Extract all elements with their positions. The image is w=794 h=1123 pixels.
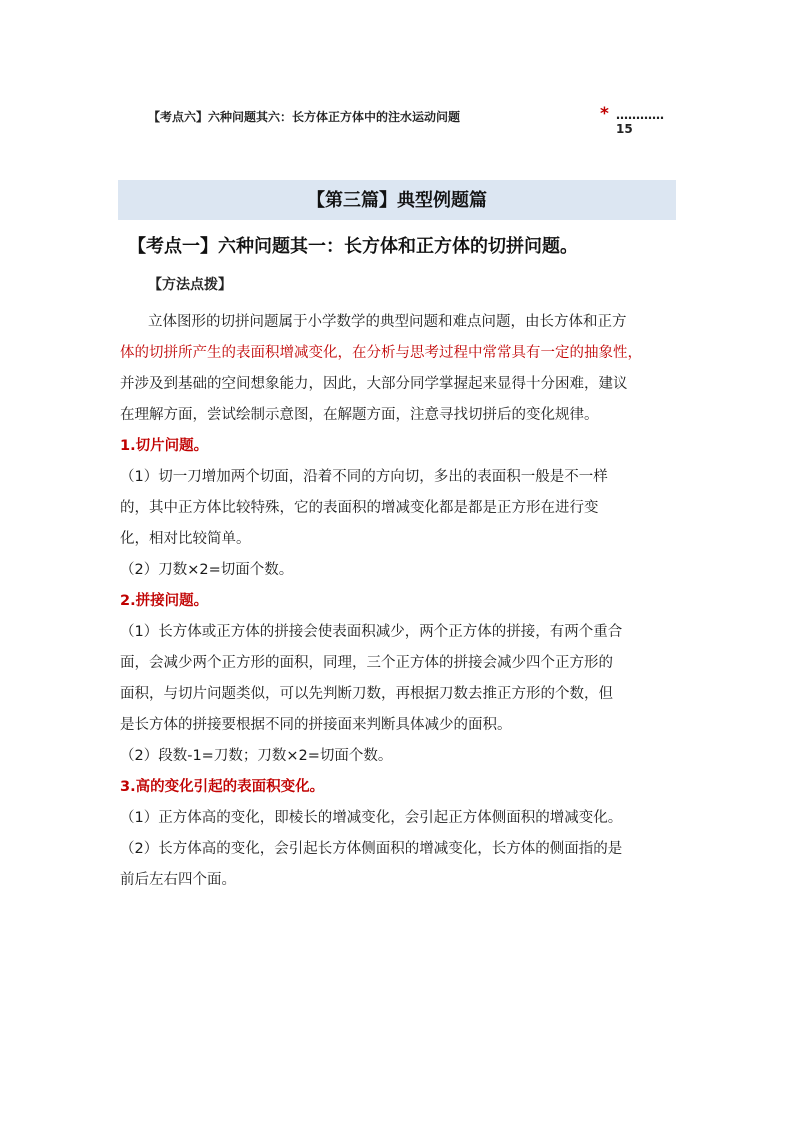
section-heading-2: 2.拼接问题。 [120, 593, 209, 609]
body-line: 化，相对比较简单。 [120, 531, 251, 547]
intro-line: 在理解方面，尝试绘制示意图，在解题方面，注意寻找切拼后的变化规律。 [120, 407, 599, 423]
intro-line: 立体图形的切拼问题属于小学数学的典型问题和难点问题，由长方体和正方 [148, 314, 627, 330]
toc-entry-text: 【考点六】六种问题其六：长方体正方体中的注水运动问题 [148, 110, 461, 124]
toc-page-ref: …………15 [616, 108, 664, 136]
body-line: 是长方体的拼接要根据不同的拼接面来判断具体减少的面积。 [120, 717, 512, 733]
intro-line: 体的切拼所产生的表面积增减变化，在分析与思考过程中常常具有一定的抽象性， [120, 345, 642, 361]
body-line: 前后左右四个面。 [120, 872, 236, 888]
star-icon: * [600, 104, 609, 124]
body-line: 面积，与切片问题类似，可以先判断刀数，再根据刀数去推正方形的个数，但 [120, 686, 613, 702]
body-line: 面，会减少两个正方形的面积，同理，三个正方体的拼接会减少四个正方形的 [120, 655, 613, 671]
body-line: （1）切一刀增加两个切面，沿着不同的方向切，多出的表面积一般是不一样 [120, 469, 608, 485]
section-heading-1: 1.切片问题。 [120, 438, 209, 454]
body-line: （2）长方体高的变化，会引起长方体侧面积的增减变化，长方体的侧面指的是 [120, 841, 623, 857]
body-line: （2）段数-1=刀数；刀数×2=切面个数。 [120, 748, 393, 764]
body-line: 的，其中正方体比较特殊，它的表面积的增减变化都是都是正方形在进行变 [120, 500, 599, 516]
section-title: 【第三篇】典型例题篇 [118, 180, 676, 220]
intro-line: 并涉及到基础的空间想象能力，因此，大部分同学掌握起来显得十分困难，建议 [120, 376, 628, 392]
section-heading-3: 3.高的变化引起的表面积变化。 [120, 779, 325, 795]
kaodian-title: 【考点一】六种问题其一：长方体和正方体的切拼问题。 [128, 236, 578, 257]
body-line: （2）刀数×2=切面个数。 [120, 562, 294, 578]
body-line: （1）长方体或正方体的拼接会使表面积减少，两个正方体的拼接，有两个重合 [120, 624, 623, 640]
method-label: 【方法点拨】 [148, 277, 232, 293]
body-line: （1）正方体高的变化，即棱长的增减变化，会引起正方体侧面积的增减变化。 [120, 810, 623, 826]
toc-entry[interactable] [148, 104, 676, 136]
